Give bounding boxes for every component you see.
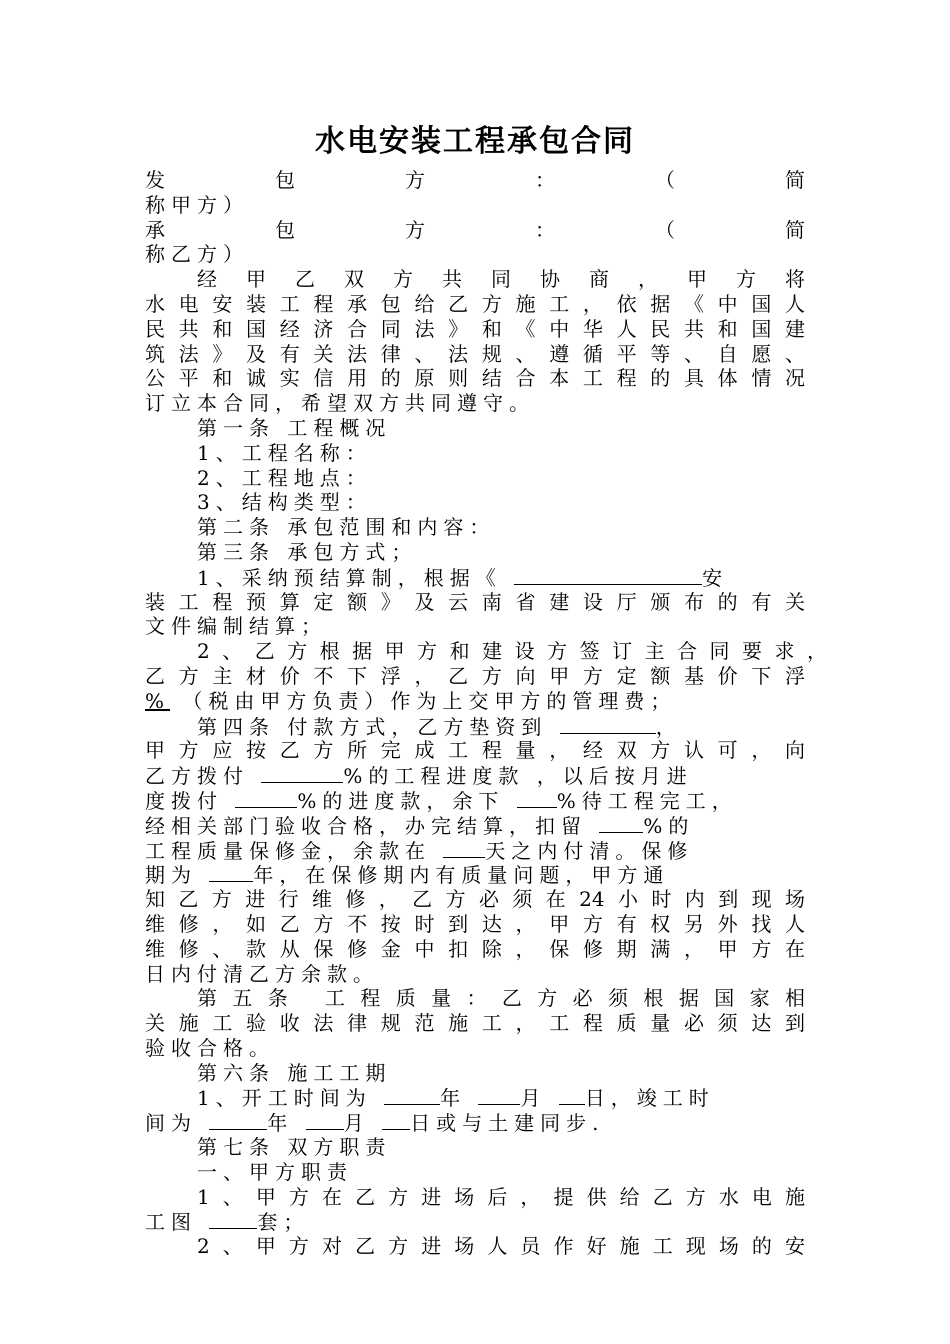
line: 公平和诚实信用的原则结合本工程的具体情况 xyxy=(145,366,805,391)
line xyxy=(145,1209,805,1234)
blank-field[interactable] xyxy=(517,788,557,808)
blank-field[interactable] xyxy=(261,763,343,783)
line xyxy=(145,565,805,590)
blank-field[interactable] xyxy=(478,1085,520,1105)
line: 乙方主材价不下浮，乙方向甲方定额基价下浮 xyxy=(145,663,805,688)
document-title: 水电安装工程承包合同 xyxy=(315,124,635,159)
article-heading: 第一条 工程概况 xyxy=(197,415,392,440)
text: 年 xyxy=(267,1111,294,1136)
line: 筑法》及有关法律、法规、遵循平等、自愿、 xyxy=(145,341,805,366)
blank-field[interactable] xyxy=(306,1110,344,1130)
text: 工程质量保修金，余款在 xyxy=(145,838,431,863)
text: （简 xyxy=(665,168,805,192)
line: 称甲方） xyxy=(145,192,249,217)
blank-field[interactable] xyxy=(560,714,656,734)
text: 1、采纳预结算制，根据《 xyxy=(197,565,502,590)
text: 1、开工时间为 xyxy=(197,1086,385,1111)
line: 日内付清乙方余款。 xyxy=(145,961,379,986)
text: 年，在保修期内有质量问题，甲方通 xyxy=(253,863,670,888)
text: 发包方： xyxy=(145,168,665,192)
blank-field[interactable]: % xyxy=(145,688,171,713)
line: 2、甲方对乙方进场人员作好施工现场的安 xyxy=(197,1234,805,1259)
text: 第四条 付款方式，乙方垫资到 xyxy=(197,714,548,739)
text: 度拨付 xyxy=(145,788,223,813)
text: %的 xyxy=(643,813,695,838)
text: %的工程进度款 ，以后按月进 xyxy=(343,764,693,789)
text: 套； xyxy=(257,1210,310,1235)
section-heading: 一、甲方职责 xyxy=(197,1159,353,1184)
contract-body xyxy=(145,168,827,1259)
line: 2、工程地点： xyxy=(197,465,372,490)
text: 间为 xyxy=(145,1111,197,1136)
line: 订立本合同，希望双方共同遵守。 xyxy=(145,391,535,416)
text: %待工程完工， xyxy=(556,788,738,813)
line xyxy=(145,862,805,887)
text: 乙方拨付 xyxy=(145,764,249,789)
text: %的进度款，余下 xyxy=(297,788,505,813)
text: 年 xyxy=(440,1086,467,1111)
blank-field[interactable] xyxy=(559,1085,585,1105)
text: 日，竣工时 xyxy=(584,1086,715,1111)
line: 水电安装工程承包给乙方施工，依据《中国人 xyxy=(145,291,805,316)
line: 甲方应按乙方所完成工程量，经双方认可，向 xyxy=(145,738,805,763)
line xyxy=(145,813,805,838)
text: 经相关部门验收合格，办完结算，扣留 xyxy=(145,813,587,838)
blank-field[interactable] xyxy=(514,565,702,585)
article-heading xyxy=(145,714,805,739)
line: 民共和国经济合同法》和《中华人民共和国建 xyxy=(145,316,805,341)
line: 3、结构类型： xyxy=(197,490,372,515)
article-heading: 第五条 工程质量：乙方必须根据国家相 xyxy=(197,986,805,1011)
line-contractor-a xyxy=(145,168,805,193)
text: 期为 xyxy=(145,863,197,888)
line-contractor-b xyxy=(145,218,805,243)
text: ， xyxy=(655,714,682,739)
line: 称乙方） xyxy=(145,242,249,267)
line xyxy=(145,788,835,813)
text: 承包方： xyxy=(145,217,665,242)
blank-field[interactable] xyxy=(209,1209,257,1229)
line: 文件编制结算； xyxy=(145,614,327,639)
article-heading: 第二条 承包范围和内容： xyxy=(197,515,496,540)
line xyxy=(145,763,805,788)
line: 经甲乙双方共同协商，甲方将 xyxy=(197,267,805,292)
line: 1、甲方在乙方进场后，提供给乙方水电施 xyxy=(197,1184,805,1209)
line: 关施工验收法律规范施工，工程质量必须达到 xyxy=(145,1011,805,1036)
line xyxy=(145,1110,805,1135)
line xyxy=(145,838,805,863)
text: 月 xyxy=(520,1086,547,1111)
line: 维修，如乙方不按时到达，甲方有权另外找人 xyxy=(145,911,805,936)
blank-field[interactable] xyxy=(235,788,297,808)
line xyxy=(145,689,805,714)
line: 装工程预算定额》及云南省建设厅颁布的有关 xyxy=(145,589,805,614)
article-heading: 第六条 施工工期 xyxy=(197,1060,392,1085)
line: 2、乙方根据甲方和建设方签订主合同要求， xyxy=(197,639,827,664)
article-heading: 第七条 双方职责 xyxy=(197,1135,392,1160)
blank-field[interactable] xyxy=(599,813,643,833)
text: （税由甲方负责）作为上交甲方的管理费； xyxy=(182,688,677,713)
line xyxy=(145,1085,805,1110)
text: （简 xyxy=(665,217,805,242)
text: 月 xyxy=(343,1111,370,1136)
line: 验收合格。 xyxy=(145,1035,275,1060)
line: 知乙方进行维修，乙方必须在24小时内到现场 xyxy=(145,887,805,912)
text: 天之内付清。保修 xyxy=(485,838,694,863)
text: 工图 xyxy=(145,1210,197,1235)
blank-field[interactable] xyxy=(443,838,485,858)
text: 安 xyxy=(702,565,729,590)
text: 日或与土建同步. xyxy=(410,1111,605,1136)
line: 1、工程名称： xyxy=(197,440,372,465)
blank-field[interactable] xyxy=(209,862,253,882)
blank-field[interactable] xyxy=(384,1085,440,1105)
article-heading: 第三条 承包方式； xyxy=(197,539,418,564)
blank-field[interactable] xyxy=(382,1110,410,1130)
line: 维修、款从保修金中扣除，保修期满，甲方在 xyxy=(145,936,805,961)
blank-field[interactable] xyxy=(209,1110,267,1130)
